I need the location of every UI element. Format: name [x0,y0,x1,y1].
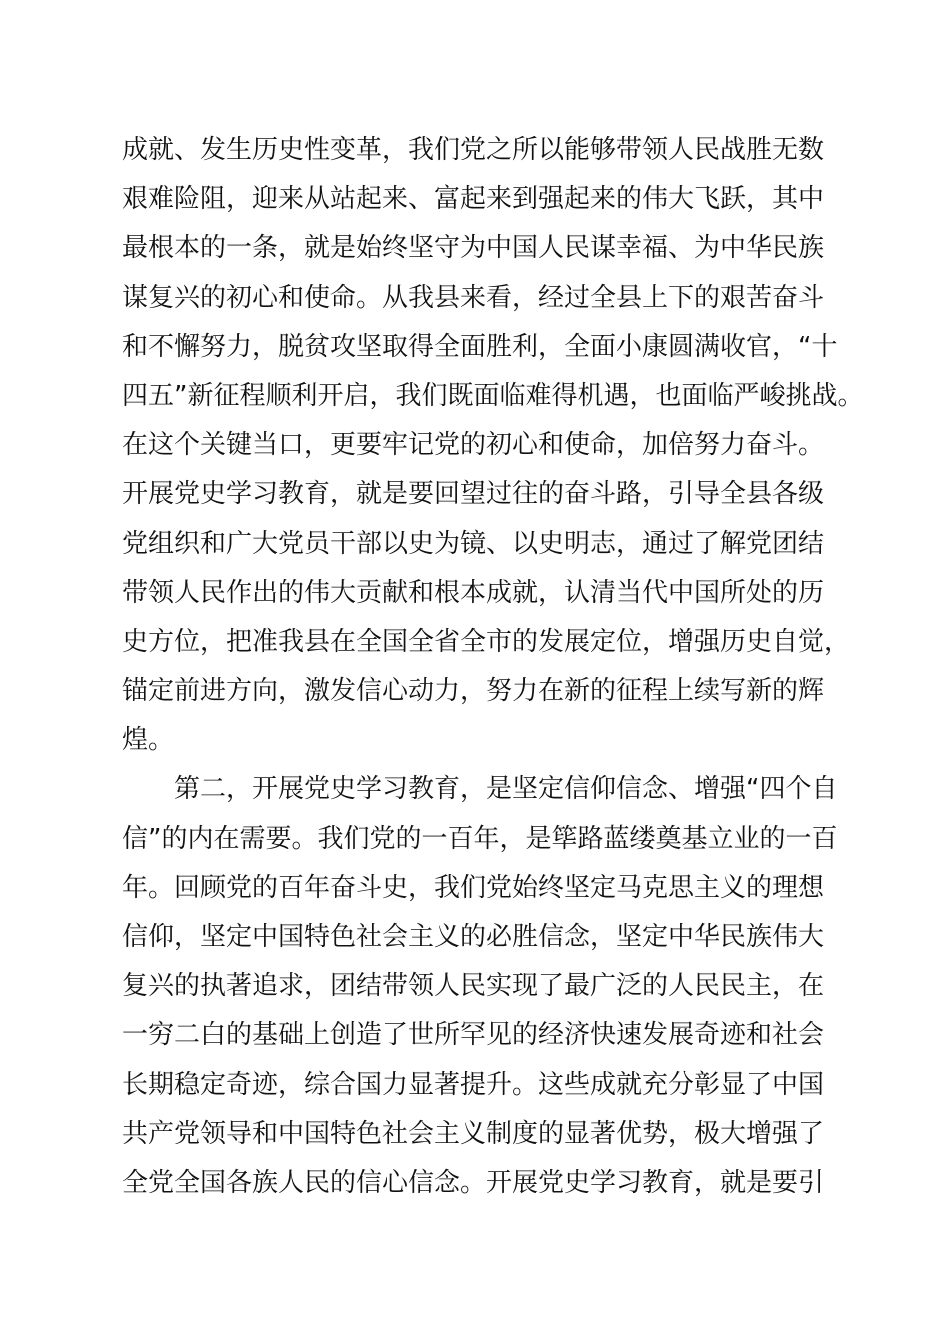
paragraph-start-line: 第二，开展党史学习教育，是坚定信仰信念、增强“四个自 [174,774,838,805]
text-line: 谋复兴的初心和使命。从我县来看，经过全县上下的艰苦奋斗 [122,282,825,313]
body-text [122,126,862,1208]
text-line: 煌。 [122,725,175,756]
text-line: 共产党领导和中国特色社会主义制度的显著优势，极大增强了 [122,1118,825,1149]
text-line: 开展党史学习教育，就是要回望过往的奋斗路，引导全县各级 [122,479,825,510]
text-line: 四五”新征程顺利开启，我们既面临难得机遇，也面临严峻挑战。 [122,380,864,411]
text-line: 成就、发生历史性变革，我们党之所以能够带领人民战胜无数 [122,135,825,165]
text-line: 史方位，把准我县在全国全省全市的发展定位，增强历史自觉， [122,626,851,657]
text-line: 和不懈努力，脱贫攻坚取得全面胜利，全面小康圆满收官，“十 [122,331,838,362]
text-line: 一穷二白的基础上创造了世所罕见的经济快速发展奇迹和社会 [122,1020,825,1051]
text-line: 信”的内在需要。我们党的一百年，是筚路蓝缕奠基立业的一百 [122,823,838,854]
text-line: 全党全国各族人民的信心信念。开展党史学习教育，就是要引 [122,1167,825,1198]
text-line: 最根本的一条，就是始终坚守为中国人民谋幸福、为中华民族 [122,233,825,264]
text-line: 复兴的执著追求，团结带领人民实现了最广泛的人民民主，在 [122,971,825,1002]
text-line: 锚定前进方向，激发信心动力，努力在新的征程上续写新的辉 [122,676,825,707]
text-line: 在这个关键当口，更要牢记党的初心和使命，加倍努力奋斗。 [122,430,825,461]
text-line: 长期稳定奇迹，综合国力显著提升。这些成就充分彰显了中国 [122,1069,825,1100]
text-line: 党组织和广大党员干部以史为镜、以史明志，通过了解党团结 [122,528,825,559]
text-line: 信仰，坚定中国特色社会主义的必胜信念，坚定中华民族伟大 [122,922,825,952]
text-line: 艰难险阻，迎来从站起来、富起来到强起来的伟大飞跃，其中 [122,184,825,215]
text-line: 带领人民作出的伟大贡献和根本成就，认清当代中国所处的历 [122,577,825,608]
text-line: 年。回顾党的百年奋斗史，我们党始终坚定马克思主义的理想 [122,872,825,903]
